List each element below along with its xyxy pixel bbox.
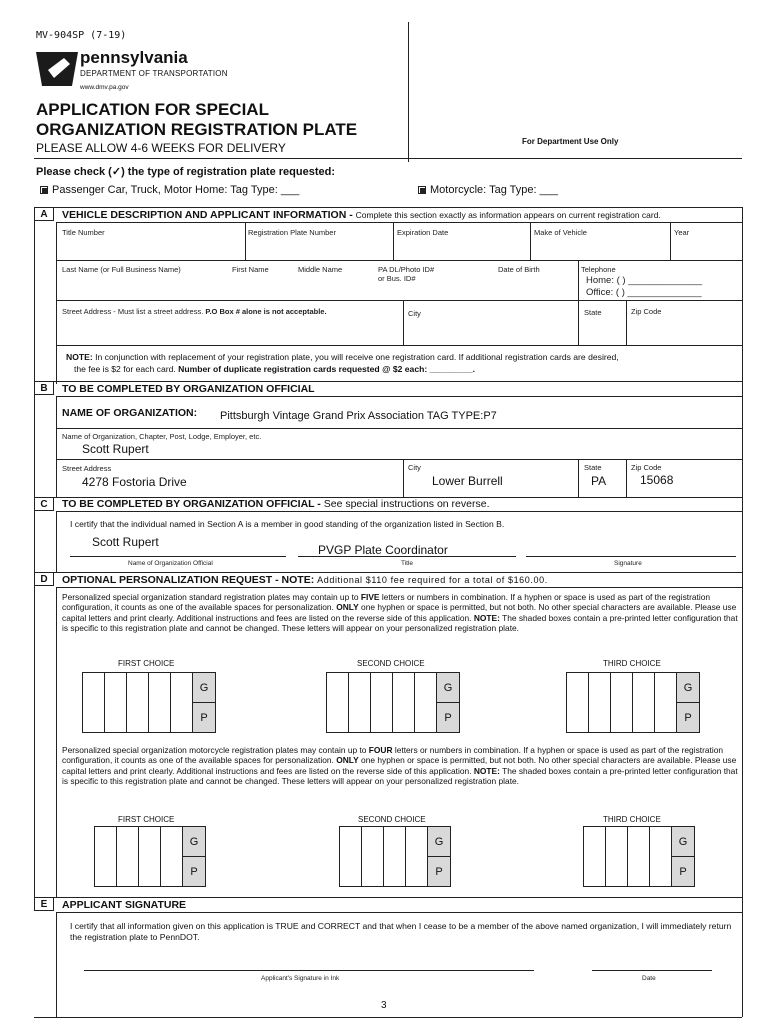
- letter-box[interactable]: [384, 827, 406, 886]
- standard-third-choice-boxes[interactable]: [566, 672, 700, 733]
- letter-box[interactable]: [655, 673, 677, 732]
- letter-box[interactable]: [393, 673, 415, 732]
- website: www.dmv.pa.gov: [80, 84, 129, 91]
- motorcycle-first-choice-label: FIRST CHOICE: [118, 815, 175, 824]
- org-state-value[interactable]: PA: [591, 474, 607, 488]
- letter-box[interactable]: [362, 827, 384, 886]
- passenger-option[interactable]: Passenger Car, Truck, Motor Home: Tag Type: ___: [40, 184, 299, 196]
- section-b-letter: B: [34, 381, 54, 395]
- prefix-gp: G P: [183, 827, 205, 886]
- section-c-letter: C: [34, 497, 54, 511]
- official-name-label: Name of Organization Official: [128, 560, 213, 567]
- official-signature-label: Signature: [614, 560, 642, 567]
- plate-number-label: Registration Plate Number: [248, 228, 336, 237]
- section-c-certify: I certify that the individual named in Section A is a member in good standing of the organization listed in Section B.: [70, 519, 505, 529]
- letter-box[interactable]: [161, 827, 183, 886]
- section-b-heading: TO BE COMPLETED BY ORGANIZATION OFFICIAL: [62, 383, 315, 395]
- prefix-gp: G P: [672, 827, 694, 886]
- prefix-gp: G P: [437, 673, 459, 732]
- expiration-label: Expiration Date: [397, 228, 449, 237]
- org-city-label: City: [408, 463, 421, 472]
- state-label: State: [584, 308, 602, 317]
- agency-dept: DEPARTMENT OF TRANSPORTATION: [80, 69, 228, 78]
- letter-box[interactable]: [139, 827, 161, 886]
- standard-first-choice-label: FIRST CHOICE: [118, 659, 175, 668]
- org-street-value[interactable]: 4278 Fostoria Drive: [82, 475, 187, 489]
- section-e-letter: E: [34, 897, 54, 911]
- passenger-checkbox[interactable]: [40, 186, 48, 194]
- letter-box[interactable]: [105, 673, 127, 732]
- standard-third-choice-label: THIRD CHOICE: [603, 659, 661, 668]
- prefix-gp: G P: [428, 827, 450, 886]
- org-state-label: State: [584, 463, 602, 472]
- keystone-logo-icon: [34, 48, 80, 88]
- letter-box[interactable]: [95, 827, 117, 886]
- page-number: 3: [381, 1000, 387, 1011]
- zip-label: Zip Code: [631, 307, 662, 316]
- letter-box[interactable]: [589, 673, 611, 732]
- org-name-label: NAME OF ORGANIZATION:: [62, 407, 198, 419]
- letter-box[interactable]: [327, 673, 349, 732]
- city-label: City: [408, 309, 421, 318]
- letter-box[interactable]: [117, 827, 139, 886]
- duplicate-card-note: NOTE: In conjunction with replacement of your registration plate, you will receive one registration card. If additional registration cards are desired, the fee is $2 for each card. Number of duplicate registration cards requested @ $2 each: _________.: [66, 352, 619, 374]
- prefix-gp: G P: [193, 673, 215, 732]
- last-name-label: Last Name (or Full Business Name): [62, 265, 181, 274]
- section-d-heading: OPTIONAL PERSONALIZATION REQUEST - NOTE: Additional $110 fee required for a total of $160.00.: [62, 574, 548, 586]
- letter-box[interactable]: [415, 673, 437, 732]
- dob-label: Date of Birth: [498, 265, 540, 274]
- official-title-value[interactable]: PVGP Plate Coordinator: [318, 543, 448, 557]
- section-d-letter: D: [34, 572, 54, 586]
- letter-box[interactable]: [371, 673, 393, 732]
- org-zip-value[interactable]: 15068: [640, 473, 674, 487]
- org-street-label: Street Address: [62, 464, 112, 473]
- motorcycle-second-choice-label: SECOND CHOICE: [358, 815, 426, 824]
- standard-second-choice-label: SECOND CHOICE: [357, 659, 425, 668]
- form-number: MV-904SP (7-19): [36, 30, 127, 41]
- org-name-value[interactable]: Pittsburgh Vintage Grand Prix Association TAG TYPE:P7: [220, 410, 497, 422]
- home-phone[interactable]: Home: ( ) ______________: [586, 275, 703, 286]
- letter-box[interactable]: [406, 827, 428, 886]
- section-a-heading: VEHICLE DESCRIPTION AND APPLICANT INFORMATION - Complete this section exactly as information appears on current registration card.: [62, 209, 661, 221]
- telephone-label: Telephone: [581, 265, 616, 274]
- section-e-heading: APPLICANT SIGNATURE: [62, 899, 187, 911]
- letter-box[interactable]: [349, 673, 371, 732]
- applicant-signature-label: Applicant's Signature in Ink: [261, 975, 340, 982]
- letter-box[interactable]: [149, 673, 171, 732]
- date-label: Date: [642, 975, 656, 982]
- letter-box[interactable]: [340, 827, 362, 886]
- dept-use-label: For Department Use Only: [522, 137, 619, 146]
- date-line[interactable]: [592, 970, 712, 971]
- letter-box[interactable]: [584, 827, 606, 886]
- org-name-sublabel: Name of Organization, Chapter, Post, Lodge, Employer, etc.: [62, 432, 262, 441]
- letter-box[interactable]: [611, 673, 633, 732]
- standard-second-choice-boxes[interactable]: [326, 672, 460, 733]
- form-title-line2: ORGANIZATION REGISTRATION PLATE: [36, 120, 358, 139]
- motorcycle-checkbox[interactable]: [418, 186, 426, 194]
- motorcycle-second-choice-boxes[interactable]: [339, 826, 451, 887]
- motorcycle-third-choice-boxes[interactable]: [583, 826, 695, 887]
- motorcycle-option[interactable]: Motorcycle: Tag Type: ___: [418, 184, 558, 196]
- personalization-standard-text: Personalized special organization standard registration plates may contain up to FIVE letters or numbers in combination. If a hyphen or space is used as part of the registration configuration, it counts as one of the available spaces for personalization. ONLY one hyphen or space is permitted, but not both. No other special characters are available. Please use capital letters and print clearly. Additional instructions and fees are listed on the reverse side of this application. NOTE: The shaded boxes contain a pre-printed letter configuration that is specific to this registration plate and cannot be changed. These letters will appear on your personalized registration plate.: [62, 592, 738, 633]
- letter-box[interactable]: [567, 673, 589, 732]
- org-zip-label: Zip Code: [631, 463, 662, 472]
- personalization-motorcycle-text: Personalized special organization motorcycle registration plates may contain up to FOUR letters or numbers in combination. If a hyphen or space is used as part of the registration configuration, it counts as one of the available spaces for personalization. ONLY one hyphen or space is permitted, but not both. No other special characters are available. Please use capital letters and print clearly. Additional instructions and fees are listed on the reverse side of this application. NOTE: The shaded boxes contain a pre-printed letter configuration that is specific to this registration plate and cannot be changed. These letters will appear on your personalized registration plate.: [62, 745, 738, 786]
- title-number-label: Title Number: [62, 228, 105, 237]
- street-address-label: Street Address - Must list a street address. P.O Box # alone is not acceptable.: [62, 307, 327, 316]
- motorcycle-third-choice-label: THIRD CHOICE: [603, 815, 661, 824]
- prefix-gp: G P: [677, 673, 699, 732]
- section-e-certify: I certify that all information given on this application is TRUE and CORRECT and that when I cease to be a member of the above named organization, I will immediately return the registration plate to PennDOT.: [70, 921, 732, 942]
- official-name-value[interactable]: Scott Rupert: [82, 442, 149, 456]
- org-city-value[interactable]: Lower Burrell: [432, 474, 503, 488]
- check-mark-icon: ✓: [111, 166, 122, 178]
- plate-type-prompt: Please check (✓) the type of registration plate requested:: [36, 166, 335, 178]
- delivery-note: PLEASE ALLOW 4-6 WEEKS FOR DELIVERY: [36, 141, 286, 155]
- agency-name: pennsylvania: [80, 48, 188, 67]
- letter-box[interactable]: [171, 673, 193, 732]
- letter-box[interactable]: [628, 827, 650, 886]
- dl-label-2: or Bus. ID#: [378, 274, 416, 283]
- office-phone[interactable]: Office: ( ) ______________: [586, 287, 702, 298]
- dl-label-1: PA DL/Photo ID#: [378, 265, 435, 274]
- form-title-line1: APPLICATION FOR SPECIAL: [36, 100, 269, 119]
- letter-box[interactable]: [633, 673, 655, 732]
- letter-box[interactable]: [606, 827, 628, 886]
- middle-name-label: Middle Name: [298, 265, 343, 274]
- section-a-letter: A: [34, 207, 54, 221]
- official-signer-value[interactable]: Scott Rupert: [92, 535, 159, 549]
- dept-use-divider: [408, 22, 409, 162]
- motorcycle-first-choice-boxes[interactable]: [94, 826, 206, 887]
- year-label: Year: [674, 228, 690, 237]
- letter-box[interactable]: [650, 827, 672, 886]
- letter-box[interactable]: [127, 673, 149, 732]
- section-c-heading: TO BE COMPLETED BY ORGANIZATION OFFICIAL - See special instructions on reverse.: [62, 498, 490, 510]
- applicant-signature-line[interactable]: [84, 970, 534, 971]
- first-name-label: First Name: [232, 265, 269, 274]
- letter-box[interactable]: [83, 673, 105, 732]
- official-title-label: Title: [401, 560, 414, 567]
- make-label: Make of Vehicle: [534, 228, 587, 237]
- standard-first-choice-boxes[interactable]: [82, 672, 216, 733]
